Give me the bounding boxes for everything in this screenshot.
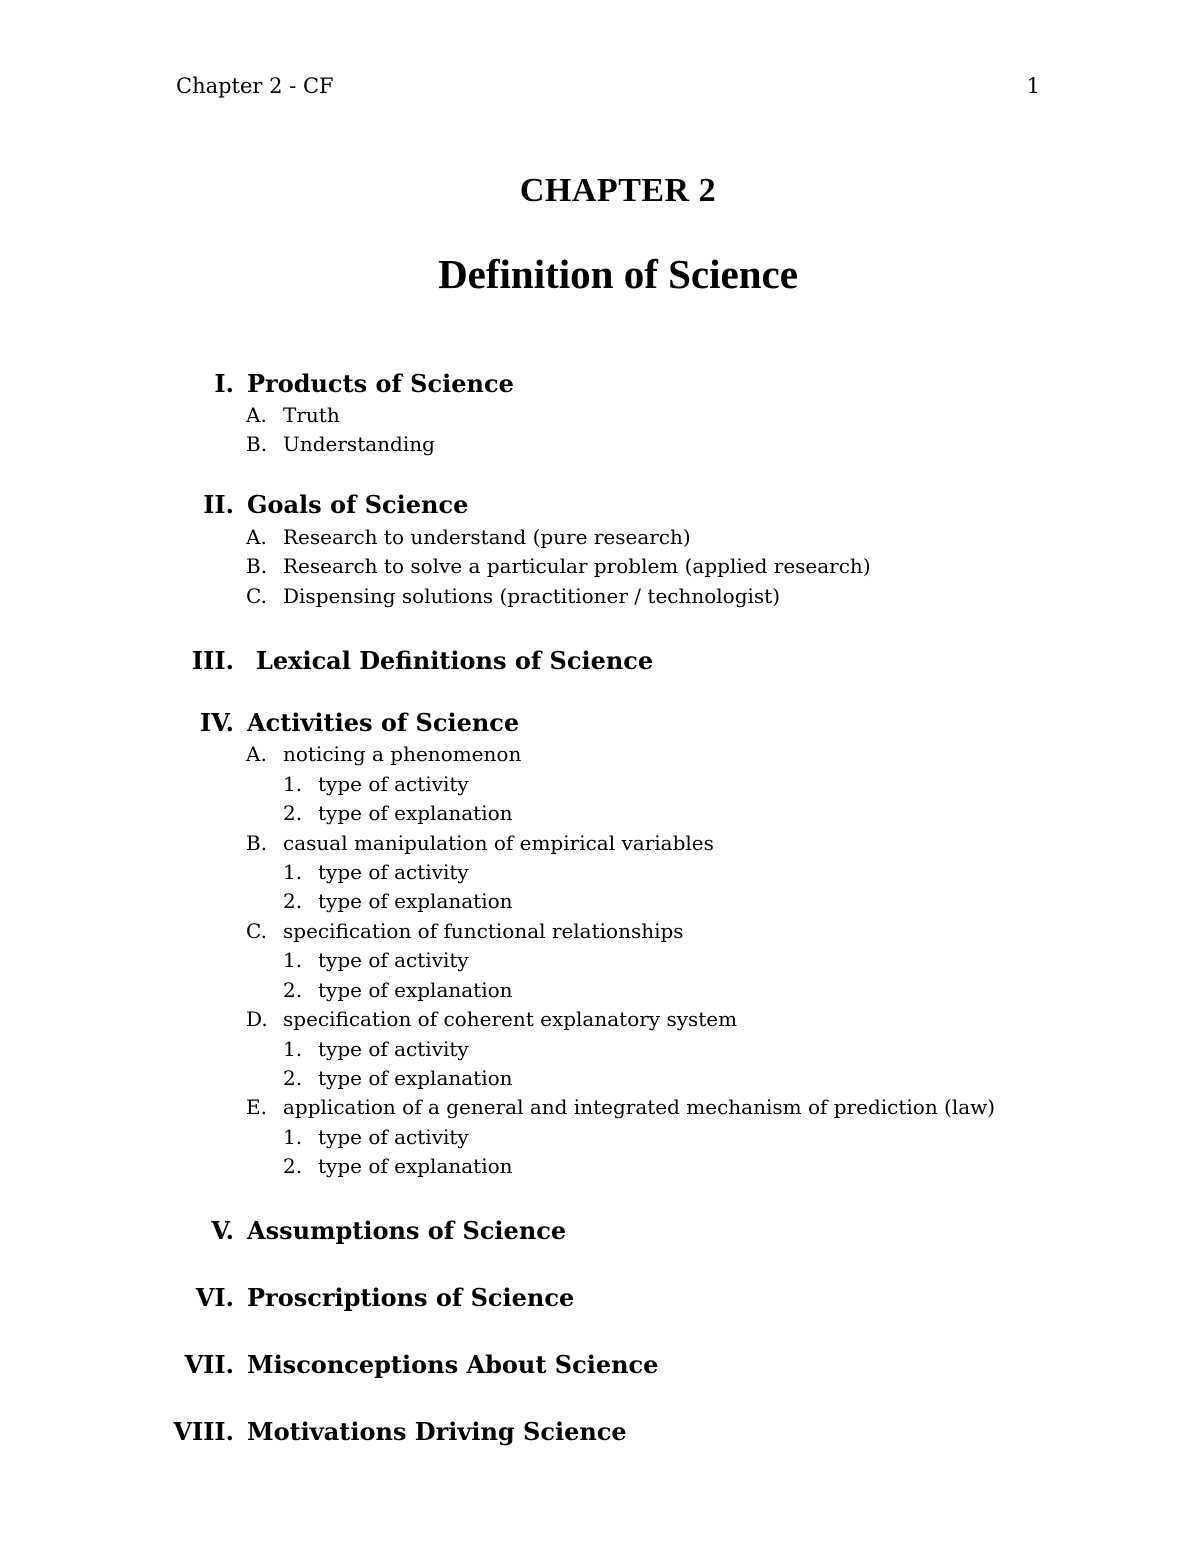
item-text: casual manipulation of empirical variables xyxy=(283,831,714,855)
item-text: Research to understand (pure research) xyxy=(283,525,691,549)
subitem-number: 2. xyxy=(283,978,303,1002)
subitem-text: type of explanation xyxy=(318,801,513,825)
subitem-number: 2. xyxy=(283,1154,303,1178)
subitem-text: type of activity xyxy=(318,1125,469,1149)
item-letter: D. xyxy=(246,1007,268,1031)
item-text: specification of coherent explanatory system xyxy=(283,1007,738,1031)
item-letter: E. xyxy=(246,1095,267,1119)
section-numeral: V. xyxy=(211,1216,234,1245)
subitem-number: 1. xyxy=(283,1037,303,1061)
section-numeral: VIII. xyxy=(173,1417,234,1446)
subitem-number: 1. xyxy=(283,948,303,972)
item-text: specification of functional relationships xyxy=(283,919,684,943)
subitem-number: 2. xyxy=(283,889,303,913)
section-numeral: II. xyxy=(203,490,234,519)
subitem-text: type of activity xyxy=(318,1037,469,1061)
chapter-subtitle: Definition of Science xyxy=(438,251,798,297)
section-title: Lexical Definitions of Science xyxy=(256,646,654,675)
subitem-number: 1. xyxy=(283,860,303,884)
item-text: noticing a phenomenon xyxy=(283,742,522,766)
subitem-number: 2. xyxy=(283,801,303,825)
section-title: Products of Science xyxy=(247,369,514,398)
item-text: application of a general and integrated mechanism of prediction (law) xyxy=(283,1095,996,1119)
subitem-text: type of explanation xyxy=(318,889,513,913)
item-letter: C. xyxy=(246,919,267,943)
section-numeral: IV. xyxy=(199,708,234,737)
item-letter: C. xyxy=(246,584,267,608)
subitem-number: 2. xyxy=(283,1066,303,1090)
section-title: Assumptions of Science xyxy=(247,1216,567,1245)
item-letter: B. xyxy=(246,432,268,456)
section-numeral: I. xyxy=(214,369,234,398)
subitem-number: 1. xyxy=(283,1125,303,1149)
item-text: Research to solve a particular problem (applied research) xyxy=(283,554,871,578)
item-letter: B. xyxy=(246,554,268,578)
subitem-text: type of activity xyxy=(318,772,469,796)
section-numeral: III. xyxy=(191,646,234,675)
subitem-text: type of explanation xyxy=(318,1066,513,1090)
subitem-text: type of explanation xyxy=(318,1154,513,1178)
section-numeral: VI. xyxy=(195,1283,234,1312)
item-text: Understanding xyxy=(283,432,435,456)
section-title: Misconceptions About Science xyxy=(247,1350,659,1379)
item-letter: B. xyxy=(246,831,268,855)
item-text: Truth xyxy=(283,403,340,427)
section-title: Goals of Science xyxy=(247,490,469,519)
section-title: Activities of Science xyxy=(247,708,520,737)
section-title: Motivations Driving Science xyxy=(247,1417,627,1446)
item-letter: A. xyxy=(246,742,267,766)
chapter-title: CHAPTER 2 xyxy=(519,172,717,209)
item-letter: A. xyxy=(246,403,267,427)
subitem-text: type of activity xyxy=(318,860,469,884)
subitem-text: type of activity xyxy=(318,948,469,972)
running-header: Chapter 2 - CF xyxy=(176,74,334,98)
subitem-text: type of explanation xyxy=(318,978,513,1002)
subitem-number: 1. xyxy=(283,772,303,796)
page-number: 1 xyxy=(1026,74,1040,98)
item-letter: A. xyxy=(246,525,267,549)
section-numeral: VII. xyxy=(184,1350,234,1379)
item-text: Dispensing solutions (practitioner / technologist) xyxy=(283,584,781,608)
section-title: Proscriptions of Science xyxy=(247,1283,575,1312)
